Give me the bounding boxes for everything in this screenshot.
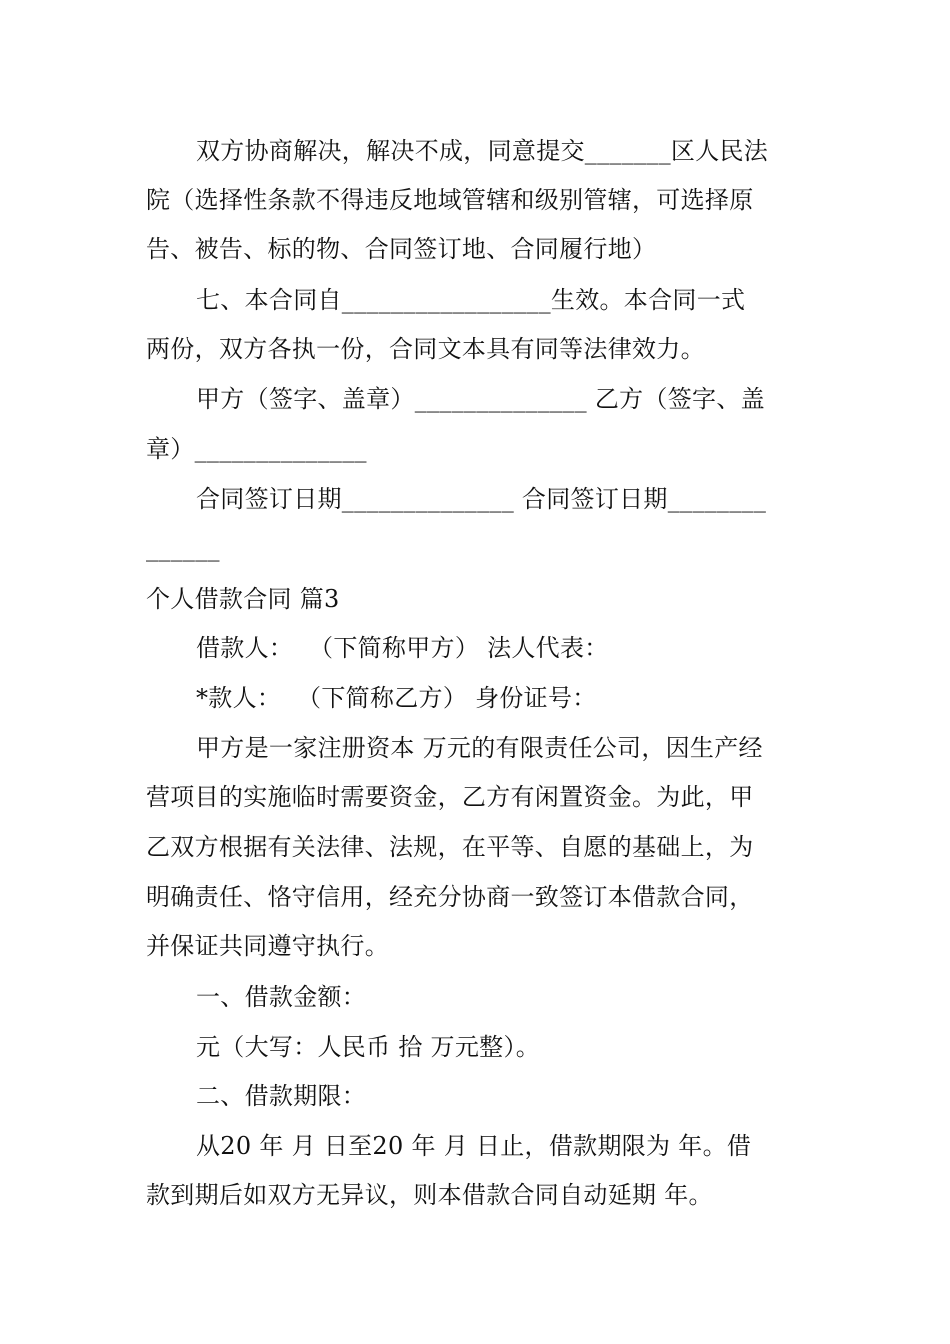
signature-line-1: 甲方（签字、盖章）______________ 乙方（签字、盖 [196, 385, 765, 413]
loan-term-line-2: 款到期后如双方无异议，则本借款合同自动延期 年。 [146, 1181, 713, 1209]
paragraph-dispute-line-3: 告、被告、标的物、合同签订地、合同履行地） [146, 235, 657, 263]
intro-paragraph-line-1: 甲方是一家注册资本 万元的有限责任公司，因生产经 [196, 734, 763, 762]
lender-line: *款人： （下简称乙方） 身份证号： [196, 684, 597, 712]
borrower-line: 借款人： （下简称甲方） 法人代表： [196, 634, 609, 662]
intro-paragraph-line-2: 营项目的实施临时需要资金，乙方有闲置资金。为此，甲 [146, 783, 754, 811]
heading-loan-term: 二、借款期限： [196, 1082, 367, 1110]
loan-amount-text: 元（大写：人民币 拾 万元整）。 [196, 1033, 541, 1061]
intro-paragraph-line-3: 乙双方根据有关法律、法规，在平等、自愿的基础上，为 [146, 833, 754, 861]
section-title: 个人借款合同 篇3 [146, 585, 340, 613]
paragraph-dispute-line-1: 双方协商解决，解决不成，同意提交_______区人民法 [196, 137, 769, 165]
signature-line-2: 章）______________ [146, 435, 367, 463]
loan-term-line-1: 从20 年 月 日至20 年 月 日止，借款期限为 年。借 [196, 1132, 752, 1160]
paragraph-dispute-line-2: 院（选择性条款不得违反地域管辖和级别管辖，可选择原 [146, 186, 754, 214]
clause-seven-line-1: 七、本合同自_________________生效。本合同一式 [196, 286, 746, 314]
heading-loan-amount: 一、借款金额： [196, 983, 367, 1011]
intro-paragraph-line-4: 明确责任、恪守信用，经充分协商一致签订本借款合同， [146, 883, 754, 911]
signing-date-line-1: 合同签订日期______________ 合同签订日期________ [196, 485, 767, 513]
intro-paragraph-line-5: 并保证共同遵守执行。 [146, 932, 389, 960]
signing-date-line-2: ______ [146, 534, 220, 562]
clause-seven-line-2: 两份，双方各执一份，合同文本具有同等法律效力。 [146, 335, 705, 363]
